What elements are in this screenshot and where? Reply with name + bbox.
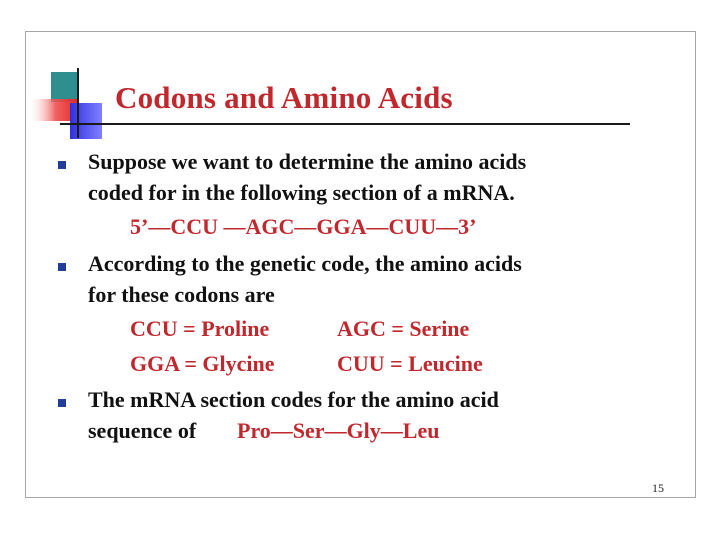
amino-acid-sequence: Pro—Ser—Gly—Leu [237,418,440,443]
bullet-1-line-2: coded for in the following section of a mRNA. [88,180,515,205]
mrna-sequence: 5’—CCU —AGC—GGA—CUU—3’ [130,214,477,239]
bullet-2-line-1: According to the genetic code, the amino acids [88,251,522,276]
codon-serine: AGC = Serine [337,316,470,341]
slide-title: Codons and Amino Acids [115,80,453,115]
bullet-marker-2 [58,263,66,271]
codon-leucine: CUU = Leucine [337,351,483,376]
codon-glycine: GGA = Glycine [130,351,275,376]
codon-proline: CCU = Proline [130,316,270,341]
page-number: 15 [652,481,664,495]
bullet-3-line-2-prefix: sequence of [88,418,197,443]
bullet-1-line-1: Suppose we want to determine the amino acids [88,149,527,174]
bullet-marker-1 [58,161,66,169]
bullet-3-line-1: The mRNA section codes for the amino acid [88,387,499,412]
title-underline [60,123,630,125]
bullet-marker-3 [58,399,66,407]
bullet-2-line-2: for these codons are [88,282,275,307]
